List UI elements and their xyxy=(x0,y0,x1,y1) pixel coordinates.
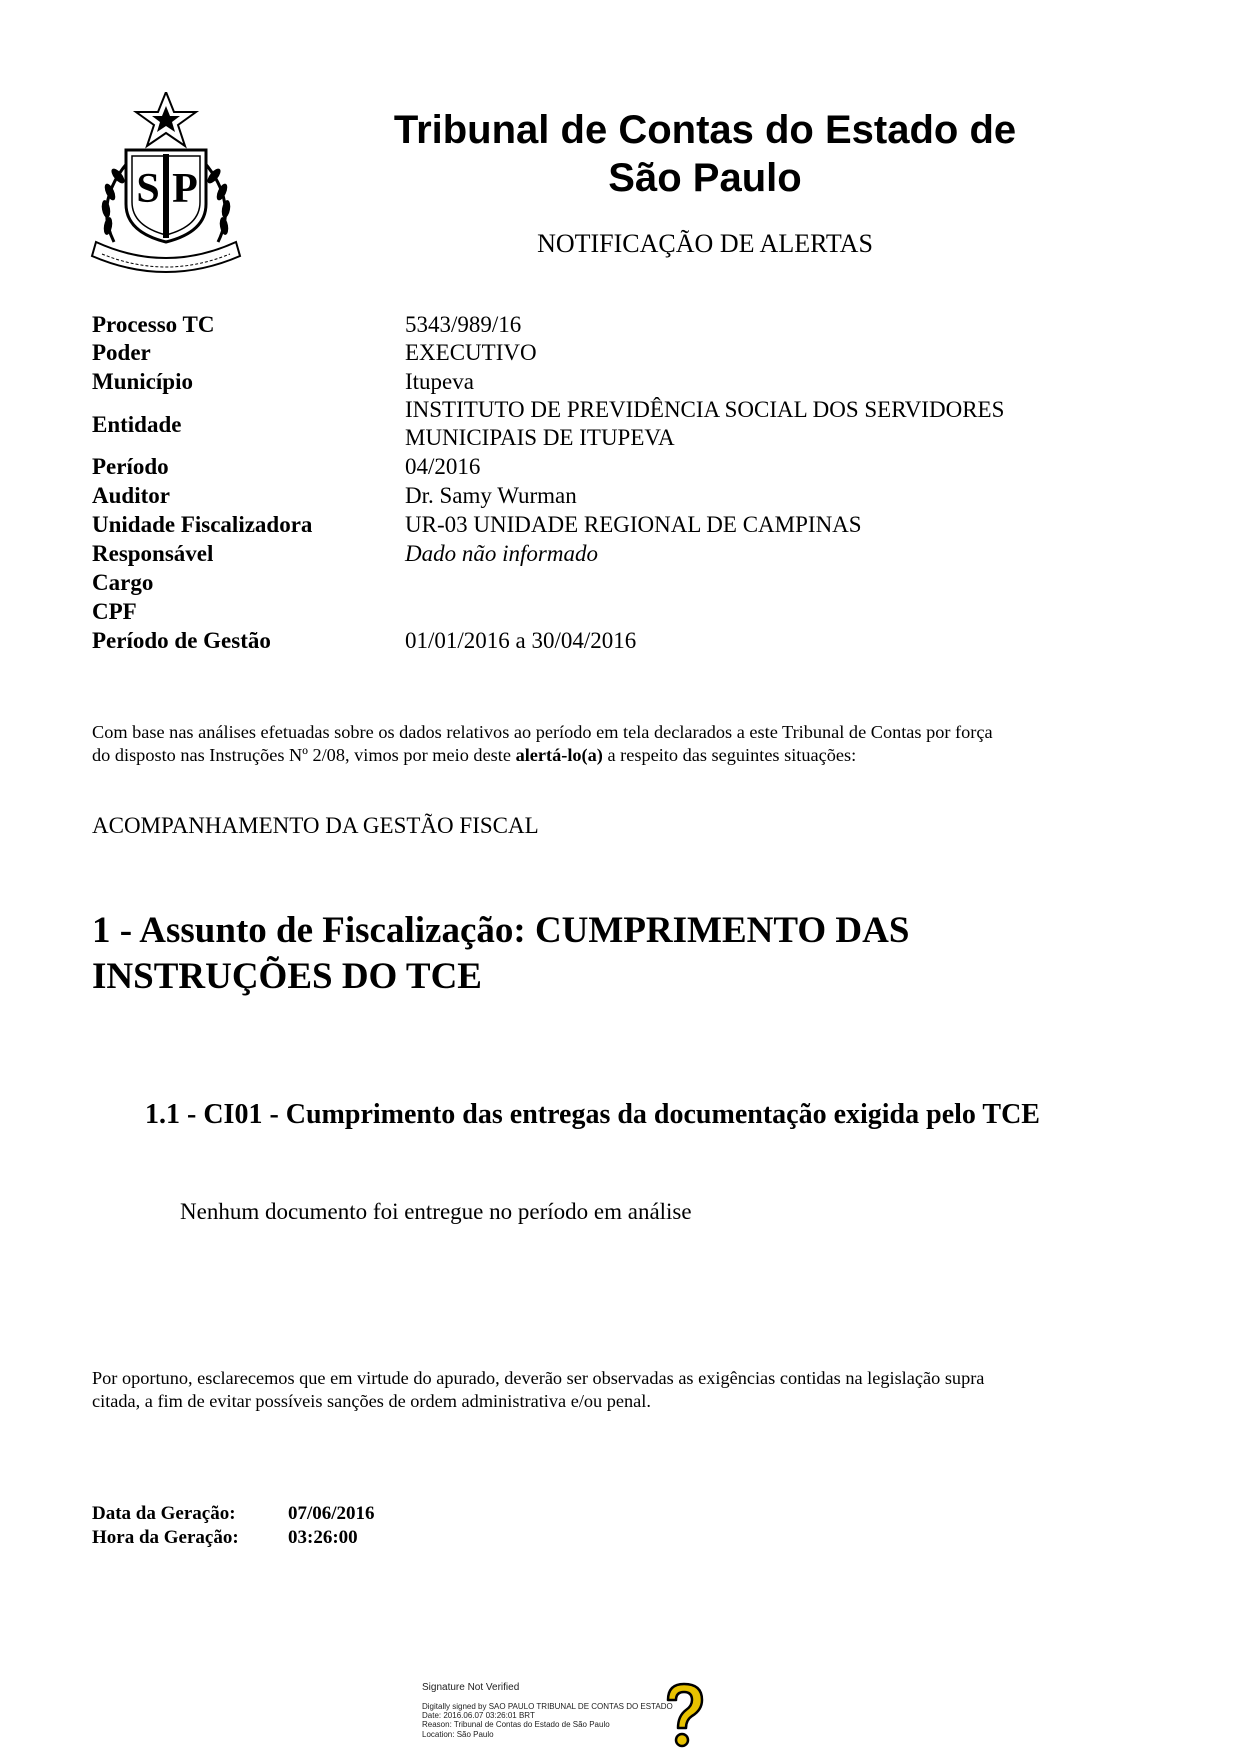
closing-line-2: citada, a fim de evitar possíveis sanções de ordem administrativa e/ou penal. xyxy=(92,1391,651,1411)
intro-line-2-end: a respeito das seguintes situações: xyxy=(602,745,857,765)
detail-value-auditor: Dr. Samy Wurman xyxy=(405,483,577,508)
detail-value-processo: 5343/989/16 xyxy=(405,312,522,337)
detail-label-cpf: CPF xyxy=(92,599,137,624)
detail-value-entidade-line-2: MUNICIPAIS DE ITUPEVA xyxy=(405,425,675,450)
intro-line-1: Com base nas análises efetuadas sobre os dados relativos ao período em tela declarados a este Tribunal de Contas por força xyxy=(92,722,993,742)
detail-label-entidade: Entidade xyxy=(92,412,182,437)
detail-value-responsavel: Dado não informado xyxy=(405,541,598,566)
signature-reason: Reason: Tribunal de Contas do Estado de São Paulo xyxy=(422,1720,610,1730)
detail-label-processo: Processo TC xyxy=(92,312,215,337)
section-title: ACOMPANHAMENTO DA GESTÃO FISCAL xyxy=(92,813,539,838)
generation-date-value: 07/06/2016 xyxy=(288,1503,375,1524)
detail-label-auditor: Auditor xyxy=(92,483,170,508)
sao-paulo-coat-of-arms-icon xyxy=(88,92,260,274)
sub-topic-heading: 1.1 - CI01 - Cumprimento das entregas da documentação exigida pelo TCE xyxy=(145,1099,1040,1130)
detail-label-unidade-fiscalizadora: Unidade Fiscalizadora xyxy=(92,512,313,537)
detail-label-periodo-gestao: Período de Gestão xyxy=(92,628,271,653)
detail-value-entidade-line-1: INSTITUTO DE PREVIDÊNCIA SOCIAL DOS SERVIDORES xyxy=(405,397,1005,422)
signature-status: Signature Not Verified xyxy=(422,1682,520,1693)
topic-heading-line-2: INSTRUÇÕES DO TCE xyxy=(92,956,482,997)
document-title-line-1: Tribunal de Contas do Estado de xyxy=(393,108,1017,152)
generation-time-value: 03:26:00 xyxy=(288,1527,358,1548)
generation-date-label: Data da Geração: xyxy=(92,1503,236,1524)
svg-text:S: S xyxy=(136,166,160,212)
detail-label-cargo: Cargo xyxy=(92,570,154,595)
finding-text: Nenhum documento foi entregue no período em análise xyxy=(180,1199,692,1224)
detail-label-poder: Poder xyxy=(92,340,151,365)
detail-value-poder: EXECUTIVO xyxy=(405,340,537,365)
detail-value-municipio: Itupeva xyxy=(405,369,474,394)
intro-line-2-emphasis: alertá-lo(a) xyxy=(515,745,603,765)
intro-line-2-start: do disposto nas Instruções Nº 2/08, vimos por meio deste xyxy=(92,745,516,765)
signature-location: Location: São Paulo xyxy=(422,1729,494,1739)
signature-signer: Digitally signed by SAO PAULO TRIBUNAL DE CONTAS DO ESTADO xyxy=(422,1702,673,1711)
detail-value-periodo: 04/2016 xyxy=(405,454,481,479)
signature-date: Date: 2016.06.07 03:26:01 BRT xyxy=(422,1711,535,1721)
detail-label-municipio: Município xyxy=(92,369,193,394)
detail-label-periodo: Período xyxy=(92,454,169,479)
document-title-line-2: São Paulo xyxy=(608,156,802,200)
topic-heading-line-1: 1 - Assunto de Fiscalização: CUMPRIMENTO DAS xyxy=(92,910,910,951)
closing-line-1: Por oportuno, esclarecemos que em virtude do apurado, deverão ser observadas as exigências contidas na legislação supra xyxy=(92,1368,985,1388)
svg-text:P: P xyxy=(172,166,198,212)
document-subtitle: NOTIFICAÇÃO DE ALERTAS xyxy=(537,229,873,258)
detail-value-unidade-fiscalizadora: UR-03 UNIDADE REGIONAL DE CAMPINAS xyxy=(405,512,862,537)
detail-value-periodo-gestao: 01/01/2016 a 30/04/2016 xyxy=(405,628,637,653)
generation-time-label: Hora da Geração: xyxy=(92,1527,239,1548)
question-mark-icon xyxy=(660,1680,708,1750)
detail-label-responsavel: Responsável xyxy=(92,541,214,566)
topic-heading xyxy=(92,908,1092,1000)
intro-line-2 xyxy=(92,744,1142,767)
